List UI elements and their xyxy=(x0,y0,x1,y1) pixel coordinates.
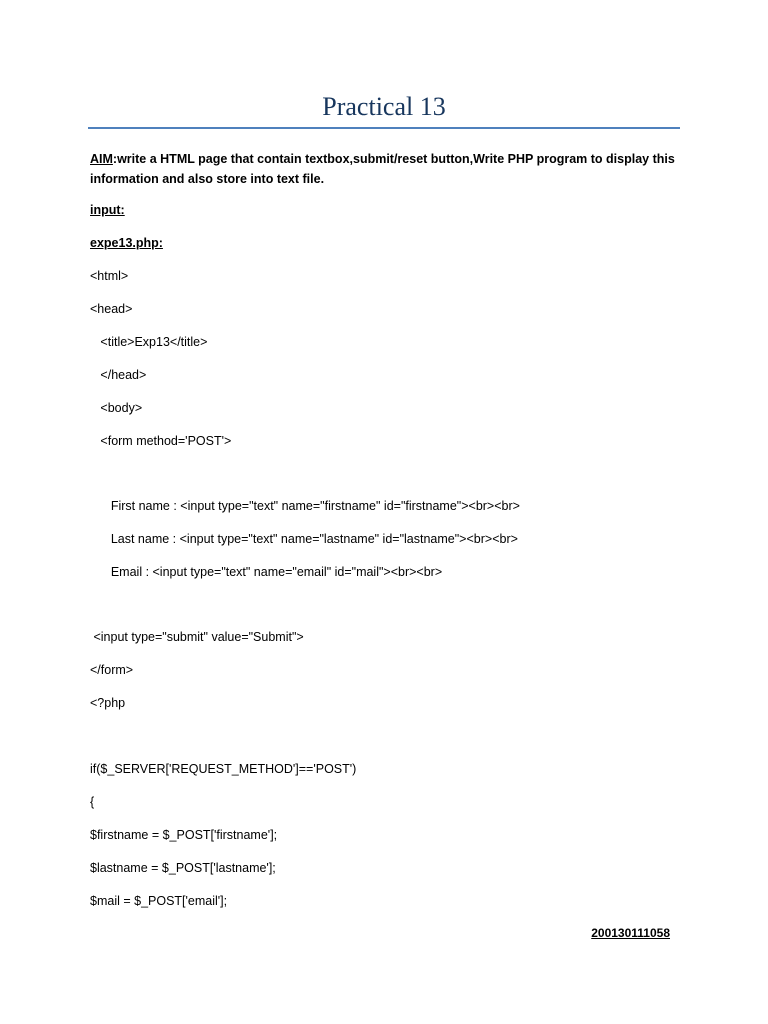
code-line: { xyxy=(90,795,95,809)
code-line: <title>Exp13</title> xyxy=(90,335,208,349)
aim-label: AIM xyxy=(90,152,113,166)
code-line: First name : <input type="text" name="firstname" id="firstname"><br><br> xyxy=(90,499,520,513)
code-line: Last name : <input type="text" name="lastname" id="lastname"><br><br> xyxy=(90,532,518,546)
code-line: $mail = $_POST['email']; xyxy=(90,894,228,908)
code-line: <head> xyxy=(90,302,133,316)
code-line: </form> xyxy=(90,663,134,677)
code-line: <form method='POST'> xyxy=(90,434,232,448)
code-line: Email : <input type="text" name="email" id="mail"><br><br> xyxy=(90,565,443,579)
page-title: Practical 13 xyxy=(322,92,446,121)
enrollment-number: 200130111058 xyxy=(591,926,670,940)
aim-paragraph xyxy=(90,149,690,189)
aim-text: :write a HTML page that contain textbox,submit/reset button,Write PHP program to display this information and also store into text file. xyxy=(90,152,675,186)
code-line: <input type="submit" value="Submit"> xyxy=(90,630,304,644)
code-line: <html> xyxy=(90,269,129,283)
filename-label: expe13.php: xyxy=(90,236,163,250)
code-line: $firstname = $_POST['firstname']; xyxy=(90,828,278,842)
code-line: </head> xyxy=(90,368,147,382)
title-divider xyxy=(88,127,680,129)
code-line: <body> xyxy=(90,401,143,415)
code-line: $lastname = $_POST['lastname']; xyxy=(90,861,276,875)
code-line: <?php xyxy=(90,696,126,710)
code-line: if($_SERVER['REQUEST_METHOD']=='POST') xyxy=(90,762,357,776)
input-label: input: xyxy=(90,203,125,217)
